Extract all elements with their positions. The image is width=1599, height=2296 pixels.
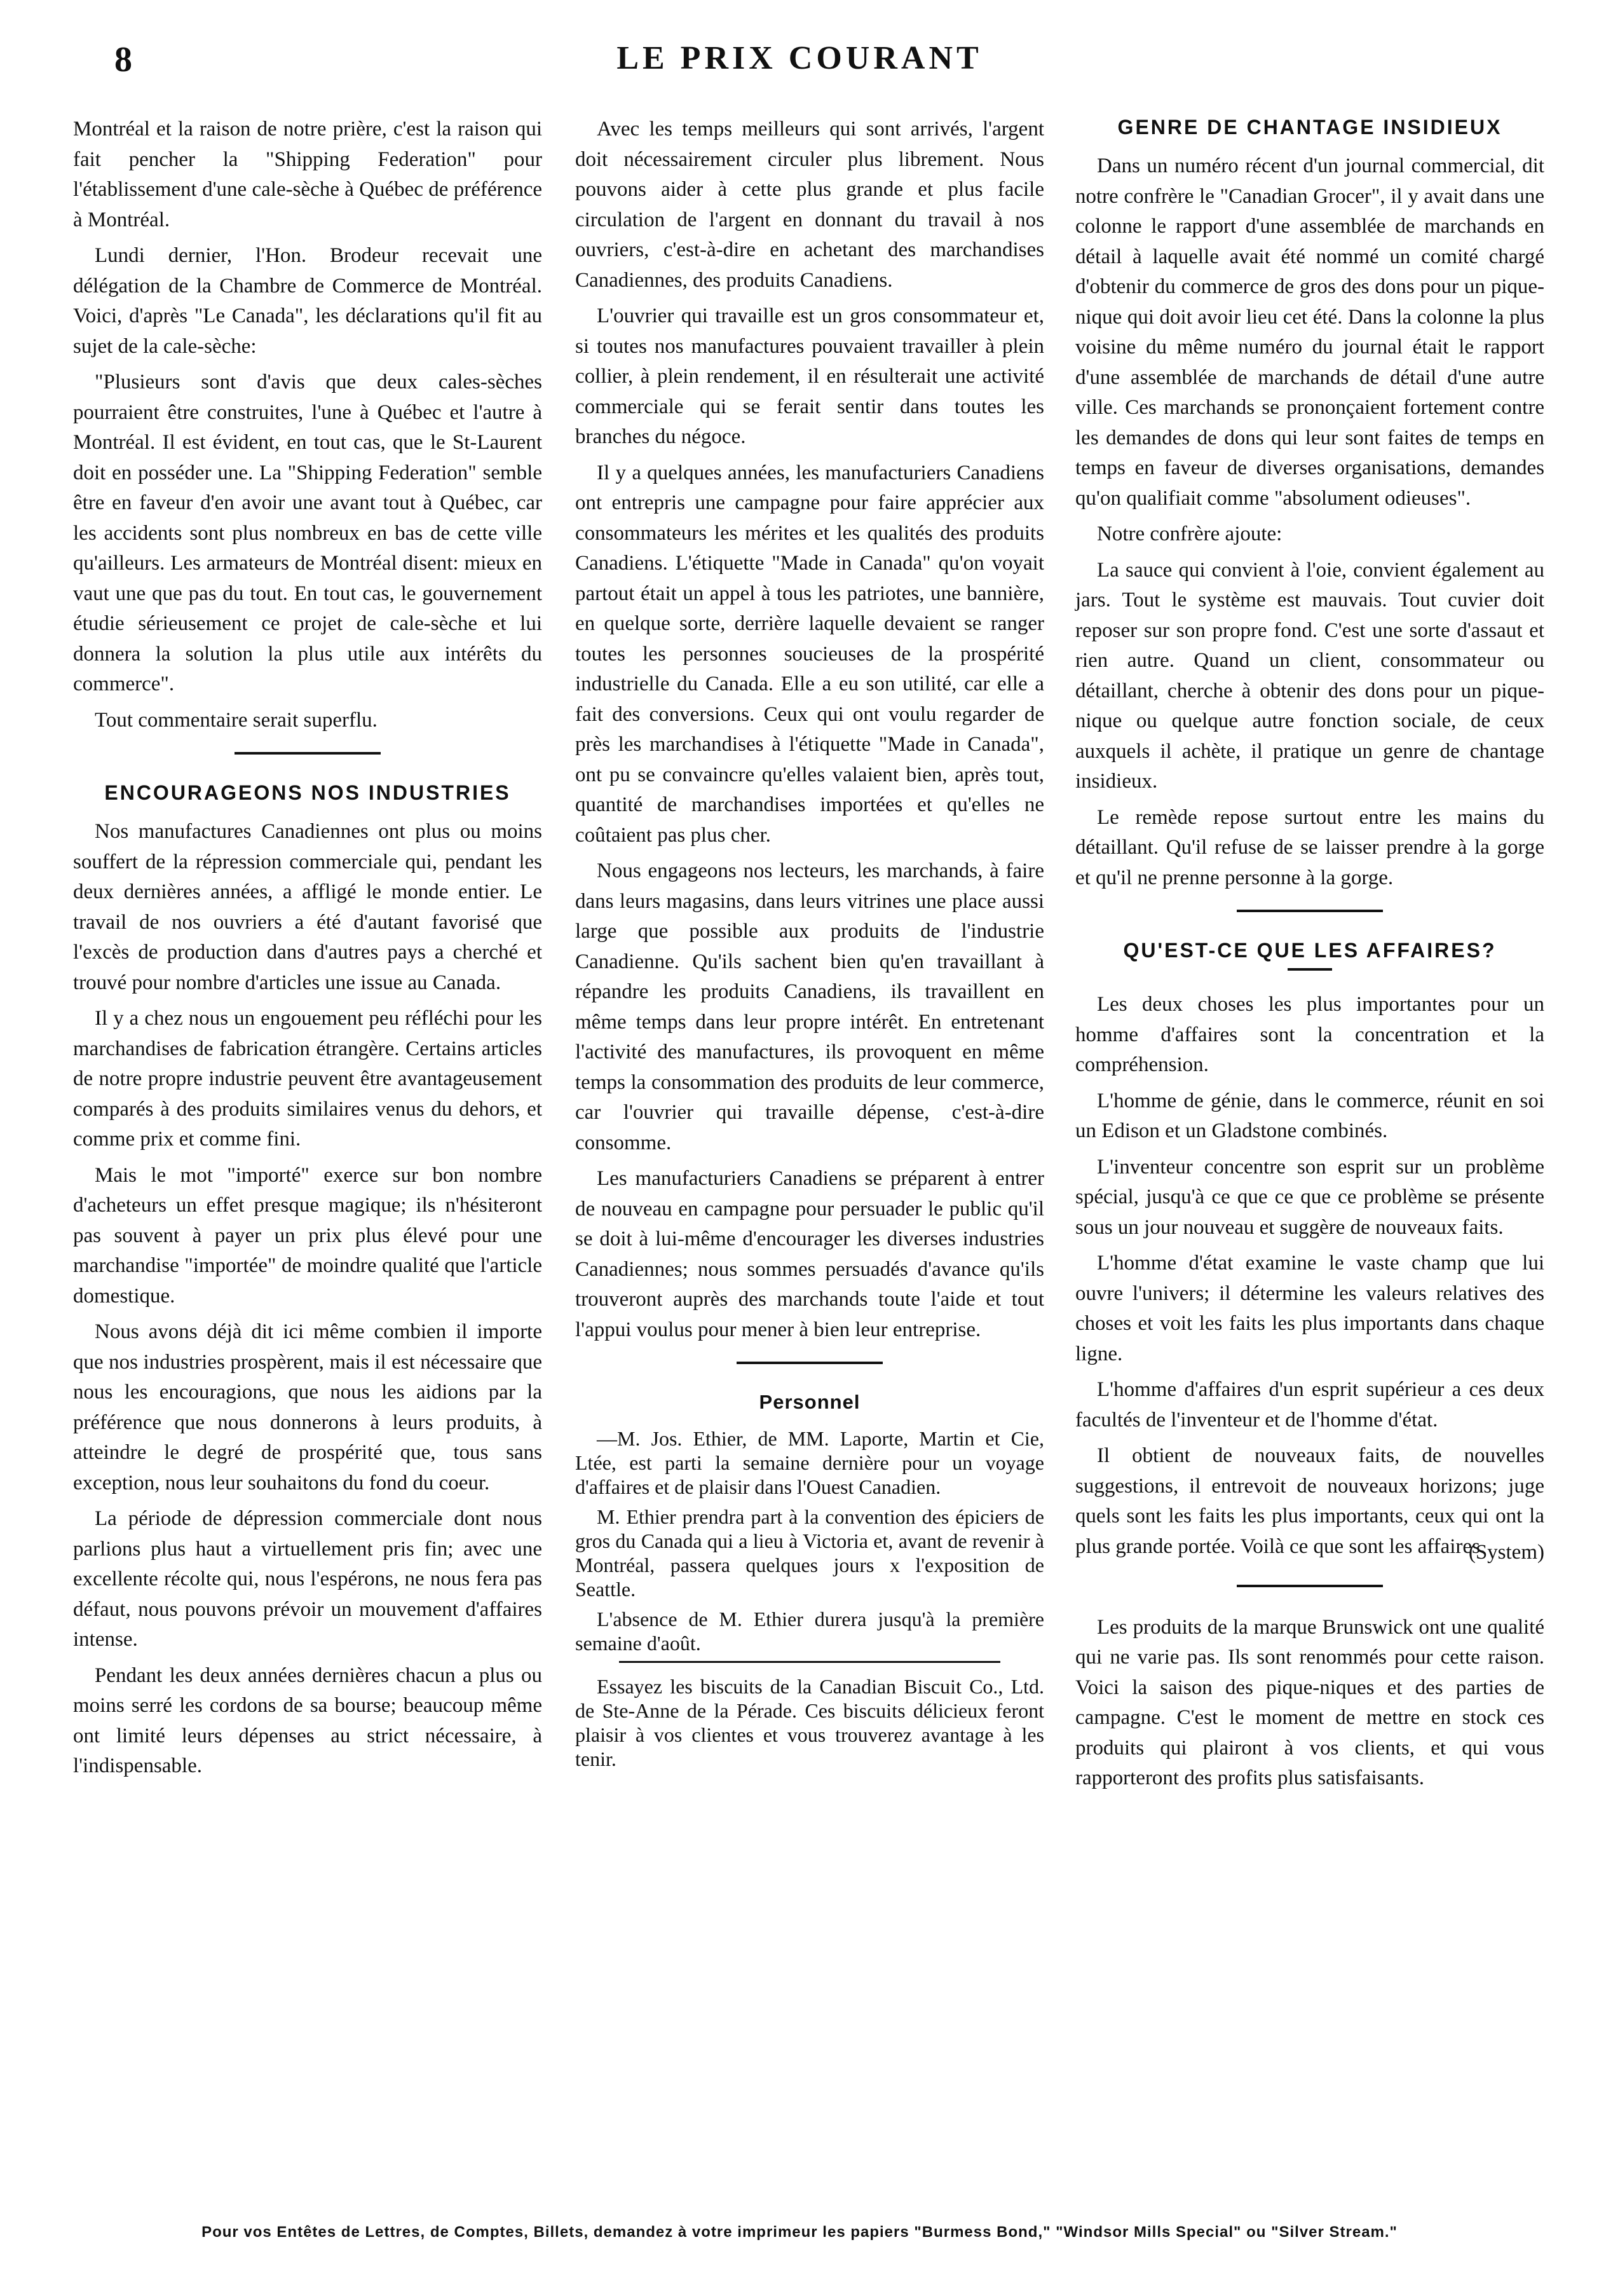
column-3: [1075, 114, 1544, 1800]
article-paragraph: La période de dépression commerciale dont nous parlions plus haut a virtuellement pris fin; avec une excellente récolte qui, nous l'espérons, ne nous fera pas défaut, nous pouvons prévoir un mouvement d'affaires intense.: [73, 1507, 542, 1651]
article-paragraph: Tout commentaire serait superflu.: [95, 708, 378, 732]
masthead-title: LE PRIX COURANT: [616, 40, 983, 76]
page-number: 8: [114, 40, 133, 79]
article-paragraph: Nos manufactures Canadiennes ont plus ou moins souffert de la répression commerciale qui, pendant les deux dernières années, a affligé le monde entier. Le travail de nos ouvriers a été d'autant favorisé que l'excès de production dans d'autres pays a cherché et trouvé pour nombre d'articles une issue au Canada.: [73, 820, 542, 994]
section-heading-encourageons: ENCOURAGEONS NOS INDUSTRIES: [104, 781, 511, 804]
article-paragraph: L'homme d'état examine le vaste champ que lui ouvre l'univers; il détermine les valeurs relatives des choses et voit les faits les plus importants dans chaque ligne.: [1075, 1252, 1544, 1365]
section-heading-affaires: QU'EST-CE QUE LES AFFAIRES?: [1123, 939, 1497, 962]
article-paragraph: Nous engageons nos lecteurs, les marchands, à faire dans leurs magasins, dans leurs vitrines une place aussi large que possible aux produits de l'industrie Canadienne. Qu'ils sachent bien qu'en travaillant à répandre les produits Canadiens, ils travaillent en même temps dans leur propre intérêt. En entretenant l'activité des manufactures, ils provoquent en même temps la consommation des produits de leur commerce, car l'ouvrier qui travaille dépense, c'est-à-dire consomme.: [575, 859, 1044, 1154]
section-heading-personnel: Personnel: [759, 1391, 861, 1413]
article-paragraph: L'ouvrier qui travaille est un gros consommateur et, si toutes nos manufactures pouvaient travailler à plein collier, à plein rendement, il en résulterait une activité commerciale qui se ferait sentir dans toutes les branches du négoce.: [575, 304, 1044, 448]
article-paragraph: Mais le mot "importé" exerce sur bon nombre d'acheteurs un effet presque magique; ils n'hésiteront pas souvent à payer un prix plus élevé pour une marchandise "importée" de moindre qualité que l'article domestique.: [73, 1163, 542, 1308]
article-paragraph: Il obtient de nouveaux faits, de nouvelles suggestions, il entrevoit de nouveaux horizons; juge quels sont les faits les plus importants, ceux qui ont la plus grande portée. Voilà ce que sont les affaires.: [1075, 1444, 1544, 1558]
ad-divider: [619, 1661, 1000, 1663]
section-divider: [235, 752, 381, 755]
brunswick-ad: Les produits de la marque Brunswick ont une qualité qui ne varie pas. Ils sont renommés pour cette raison. Voici la saison des pique-niques et des parties de campagne. C'est le moment de mettre en stock ces produits qui plairont à vos clients, et qui vous rapporteront des profits plus satisfaisants.: [1075, 1615, 1544, 1789]
article-paragraph: Montréal et la raison de notre prière, c'est la raison qui fait pencher la "Shipping Federation" pour l'établissement d'une cale-sèche à Québec de préférence à Montréal.: [73, 118, 542, 231]
article-paragraph: "Plusieurs sont d'avis que deux cales-sèches pourraient être construites, l'une à Québec et l'autre à Montréal. Il est évident, en tout cas, que le St-Laurent doit en posséder une. La "Shipping Federation" semble être en faveur d'en avoir une avant tout à Québec, car les accidents sont plus nombreux en bas de cette ville qu'ailleurs. Les armateurs de Montréal disent: mieux en vaut une que pas du tout. En tout cas, le gouvernement étudie sérieusement ce projet de cale-sèche et lui donnera la solution la plus utile aux intérêts du commerce".: [73, 371, 542, 695]
article-paragraph: Le remède repose surtout entre les mains du détaillant. Qu'il refuse de se laisser prendre à la gorge et qu'il ne prenne personne à la gorge.: [1075, 805, 1544, 889]
article-paragraph: L'homme d'affaires d'un esprit supérieur a ces deux facultés de l'inventeur et de l'homme d'état.: [1075, 1378, 1544, 1432]
article-paragraph: Avec les temps meilleurs qui sont arrivés, l'argent doit nécessairement circuler plus librement. Nous pouvons aider à cette plus grande et plus facile circulation de l'argent en donnant du travail à nos ouvriers, c'est-à-dire en achetant des marchandises Canadiennes, des produits Canadiens.: [575, 118, 1044, 292]
biscuit-ad: Essayez les biscuits de la Canadian Biscuit Co., Ltd. de Ste-Anne de la Pérade. Ces biscuits délicieux feront plaisir à vos clientes et vous trouverez avantage à les tenir.: [575, 1675, 1044, 1770]
article-paragraph: Nous avons déjà dit ici même combien il importe que nos industries prospèrent, mais il est nécessaire que nous les encouragions, que nous les aidions par la préférence que nous donnerons à leurs produits, à atteindre le degré de prospérité que, tous sans exception, nous leur souhaitons du fond du coeur.: [73, 1320, 542, 1494]
section-divider: [737, 1362, 883, 1364]
article-paragraph: Il y a quelques années, les manufacturiers Canadiens ont entrepris une campagne pour faire apprécier aux consommateurs les mérites et les qualités des produits Canadiens. L'étiquette "Made in Canada" qu'on voyait partout était un appel à tous les patriotes, une bannière, en quelque sorte, derrière laquelle devaient se ranger toutes les personnes soucieuses de la prospérité industrielle du Canada. Elle a eu son utilité, car elle a fait des conversions. Ceux qui ont voulu regarder de près les marchandises à l'étiquette "Made in Canada", ont pu se convaincre qu'elles valaient bien, après tout, quantité de marchandises importées et qu'elles ne coûtaient pas plus cher.: [575, 461, 1044, 847]
section-divider: [1237, 1585, 1383, 1587]
personnel-section: [575, 1426, 1044, 1771]
article-paragraph: Les manufacturiers Canadiens se préparent à entrer de nouveau en campagne pour persuader le public qu'il se doit à lui-même d'encourager les diverses industries Canadiennes; nous sommes persuadés d'avance qu'ils trouveront auprès des marchands toute l'aide et tout l'appui voulus pour mener à bien leur entreprise.: [575, 1167, 1044, 1341]
column-1: [73, 114, 542, 1787]
section-divider: [1237, 910, 1383, 912]
article-paragraph: L'inventeur concentre son esprit sur un problème spécial, jusqu'à ce que ce que ce problème se présente sous un jour nouveau et suggère de nouveaux faits.: [1075, 1155, 1544, 1239]
article-paragraph: La sauce qui convient à l'oie, convient également au jars. Tout le système est mauvais. Tout cuvier doit reposer sur son propre fond. C'est une sorte d'assaut et rien autre. Quand un client, consommateur ou détaillant, cherche à obtenir des dons pour un pique-nique ou quelque autre fonction sociale, de ceux auxquels il achète, il pratique un genre de chantage insidieux.: [1075, 558, 1544, 793]
article-paragraph: Les deux choses les plus importantes pour un homme d'affaires sont la concentration et la compréhension.: [1075, 993, 1544, 1076]
personnel-paragraph: L'absence de M. Ethier durera jusqu'à la première semaine d'août.: [575, 1608, 1044, 1655]
article-paragraph: Il y a chez nous un engouement peu réfléchi pour les marchandises de fabrication étrangère. Certains articles de notre propre industrie peuvent être avantageusement comparés à des produits similaires venus du dehors, et comme prix et comme fini.: [73, 1007, 542, 1151]
article-paragraph: Notre confrère ajoute:: [1097, 523, 1283, 545]
article-signature: (System): [1468, 1541, 1544, 1564]
heading-underline: [1288, 968, 1332, 971]
section-heading-chantage: GENRE DE CHANTAGE INSIDIEUX: [1117, 116, 1502, 139]
personnel-paragraph: M. Ethier prendra part à la convention des épiciers de gros du Canada qui a lieu à Victoria et, avant de revenir à Montréal, passera quelques jours x l'exposition de Seattle.: [575, 1505, 1044, 1601]
article-paragraph: Lundi dernier, l'Hon. Brodeur recevait une délégation de la Chambre de Commerce de Montréal. Voici, d'après "Le Canada", les déclarations qu'il fit au sujet de la cale-sèche:: [73, 244, 542, 358]
column-2: [575, 114, 1044, 1777]
article-paragraph: Dans un numéro récent d'un journal commercial, dit notre confrère le "Canadian Grocer", il y avait dans une colonne le rapport d'une assemblée de marchands en détail à laquelle avait été nommé un comité chargé d'obtenir du commerce de gros des dons pour un pique-nique qui doit avoir lieu cet été. Dans la colonne la plus voisine du même numéro du journal était le rapport d'une assemblée de marchands de détail d'une autre ville. Ces marchands se prononçaient fortement contre les demandes de dons qui leur sont faites de temps en temps en faveur de diverses organisations, demandes qu'on qualifiait comme "absolument odieuses".: [1075, 154, 1544, 510]
footer-advertisement: Pour vos Entêtes de Lettres, de Comptes, Billets, demandez à votre imprimeur les papiers "Burmess Bond," "Windsor Mills Special" ou "Silver Stream.": [201, 2224, 1398, 2241]
article-paragraph: Pendant les deux années dernières chacun a plus ou moins serré les cordons de sa bourse; beaucoup même ont limité leurs dépenses au strict nécessaire, à l'indispensable.: [73, 1664, 542, 1777]
article-paragraph: L'homme de génie, dans le commerce, réunit en soi un Edison et un Gladstone combinés.: [1075, 1089, 1544, 1142]
personnel-paragraph: —M. Jos. Ethier, de MM. Laporte, Martin et Cie, Ltée, est parti la semaine dernière pour un voyage d'affaires et de plaisir dans l'Ouest Canadien.: [575, 1427, 1044, 1498]
